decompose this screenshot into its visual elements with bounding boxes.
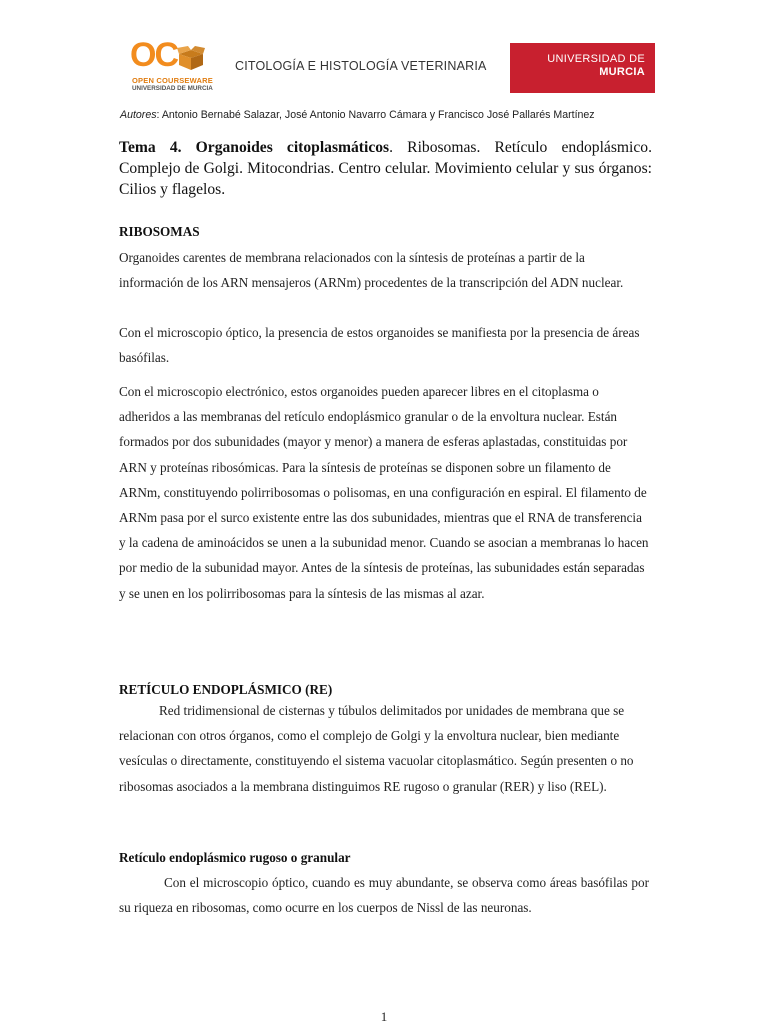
paragraph-re-1-text: Red tridimensional de cisternas y túbulos delimitados por unidades de membrana que se relacionan con otros órganos, como el complejo de Golgi y la envoltura nuclear, bien mediante vesículas o directamente, constituyendo el sistema vacuolar citoplasmático. Según presenten o no ribosomas asociados a la membrana distinguimos RE rugoso o granular (RER) y liso (REL). <box>119 703 634 794</box>
paragraph-rer-1 <box>119 870 649 920</box>
paragraph-rer-1-text: Con el microscopio óptico, cuando es muy abundante, se observa como áreas basófilas por su riqueza en ribosomas, como ocurre en los cuerpos de Nissl de las neuronas. <box>119 875 649 916</box>
subsection-heading-rer: Retículo endoplásmico rugoso o granular <box>119 850 351 865</box>
university-line1: UNIVERSIDAD DE <box>547 53 645 65</box>
title-subtopics: . Ribosomas. Retículo endoplásmico. Complejo de Golgi. Mitocondrias. Centro celular. Movimiento celular y sus órganos: Cilios y flagelos. <box>119 139 652 198</box>
title-topic: Tema 4. Organoides citoplasmáticos <box>119 139 390 156</box>
section-heading-re: RETÍCULO ENDOPLÁSMICO (RE) <box>119 682 333 697</box>
paragraph-re-1 <box>119 698 649 799</box>
authors-names: : Antonio Bernabé Salazar, José Antonio Navarro Cámara y Francisco José Pallarés Martínez <box>156 109 595 121</box>
universidad-murcia-logo <box>510 43 655 93</box>
document-title <box>119 137 652 200</box>
paragraph-ribosomas-2: Con el microscopio óptico, la presencia de estos organoides se manifiesta por la presencia de áreas basófilas. <box>119 325 640 366</box>
page-number: 1 <box>380 1009 388 1024</box>
section-heading-ribosomas: RIBOSOMAS <box>119 224 200 239</box>
opencourseware-logo <box>127 36 219 94</box>
university-line2: MURCIA <box>599 66 645 78</box>
open-box-icon <box>177 46 205 70</box>
paragraph-ribosomas-1: Organoides carentes de membrana relacionados con la síntesis de proteínas a partir de la información de los ARN mensajeros (ARNm) procedentes de la transcripción del ADN nuclear. <box>119 250 624 291</box>
course-title: CITOLOGÍA E HISTOLOGÍA VETERINARIA <box>235 59 487 73</box>
oc-logo-mark: OC <box>130 36 177 74</box>
authors-label: Autores <box>120 109 157 121</box>
oc-logo-line2: UNIVERSIDAD DE MURCIA <box>132 85 213 92</box>
authors-line <box>120 109 595 121</box>
paragraph-ribosomas-3: Con el microscopio electrónico, estos organoides pueden aparecer libres en el citoplasma o adheridos a las membranas del retículo endoplásmico granular o de la envoltura nuclear. Están formados por dos subunidades (mayor y menor) a manera de esferas aplastadas, constituidas por ARN y proteínas ribosómicas. Para la síntesis de proteínas se disponen sobre un filamento de ARNm, constituyendo polirribosomas o polisomas, en una configuración en espiral. El filamento de ARNm pasa por el surco existente entre las dos subunidades, mientras que el RNA de transferencia y la cadena de aminoácidos se unen a la subunidad menor. Cuando se asocian a membranas lo hacen por medio de la subunidad mayor. Antes de la síntesis de proteínas, las subunidades están separadas y se unen en los polirribosomas para la síntesis de las mismas al azar. <box>119 384 649 601</box>
oc-logo-line1: OPEN COURSEWARE <box>132 76 213 85</box>
